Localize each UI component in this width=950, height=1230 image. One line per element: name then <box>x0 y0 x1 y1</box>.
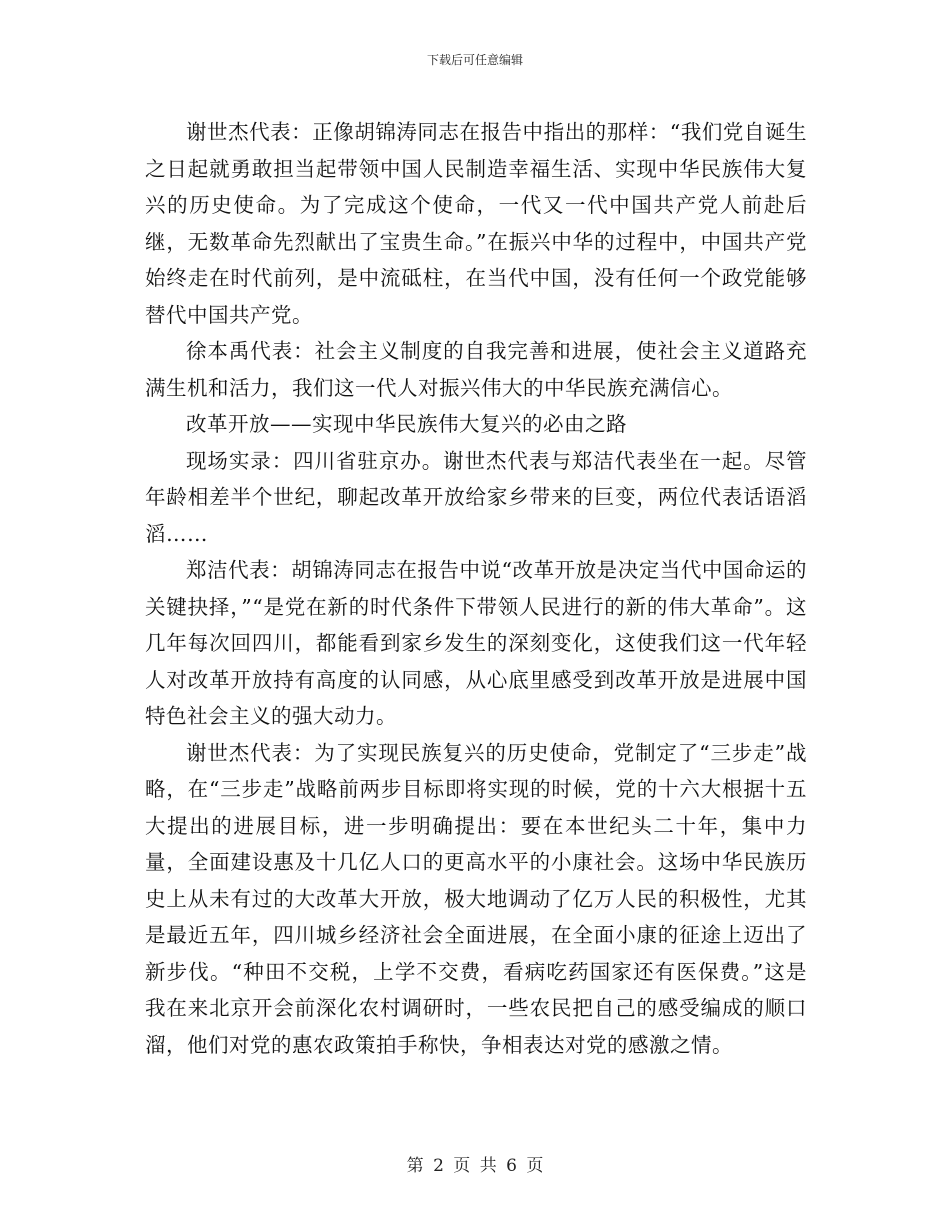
document-body <box>145 114 807 1063</box>
section-heading: 改革开放——实现中华民族伟大复兴的必由之路 <box>186 412 627 436</box>
paragraph-scene-record: 现场实录：四川省驻京办。谢世杰代表与郑洁代表坐在一起。尽管年龄相差半个世纪，聊起改革开放给家乡带来的巨变，两位代表话语滔滔…… <box>145 448 807 546</box>
paragraph-xie-three-steps: 谢世杰代表：为了实现民族复兴的历史使命，党制定了“三步走”战略，在“三步走”战略前两步目标即将实现的时候，党的十六大根据十五大提出的进展目标，进一步明确提出：要在本世纪头二十年，集中力量，全面建设惠及十几亿人口的更高水平的小康社会。这场中华民族历史上从未有过的大改革大开放，极大地调动了亿万人民的积极性，尤其是最近五年，四川城乡经济社会全面进展，在全面小康的征途上迈出了新步伐。“种田不交税，上学不交费，看病吃药国家还有医保费。”这是我在来北京开会前深化农村调研时，一些农民把自己的感受编成的顺口溜，他们对党的惠农政策拍手称快，争相表达对党的感激之情。 <box>145 740 807 1057</box>
page-header: 下载后可任意编辑 <box>426 53 523 67</box>
paragraph-xie-quote: 谢世杰代表：正像胡锦涛同志在报告中指出的那样：“我们党自诞生之日起就勇敢担当起带领中国人民制造幸福生活、实现中华民族伟大复兴的历史使命。为了完成这个使命，一代又一代中国共产党人前赴后继，无数革命先烈献出了宝贵生命。”在振兴中华的过程中，中国共产党始终走在时代前列，是中流砥柱，在当代中国，没有任何一个政党能够替代中国共产党。 <box>145 120 807 327</box>
paragraph-xu-statement: 徐本禹代表：社会主义制度的自我完善和进展，使社会主义道路充满生机和活力，我们这一代人对振兴伟大的中华民族充满信心。 <box>145 339 807 400</box>
page-number: 第 2 页 共 6 页 <box>406 1156 544 1176</box>
paragraph-zheng-statement: 郑洁代表：胡锦涛同志在报告中说“改革开放是决定当代中国命运的关键抉择，”“是党在新的时代条件下带领人民进行的新的伟大革命”。这几年每次回四川，都能看到家乡发生的深刻变化，这使我们这一代年轻人对改革开放持有高度的认同感，从心底里感受到改革开放是进展中国特色社会主义的强大动力。 <box>145 558 807 728</box>
